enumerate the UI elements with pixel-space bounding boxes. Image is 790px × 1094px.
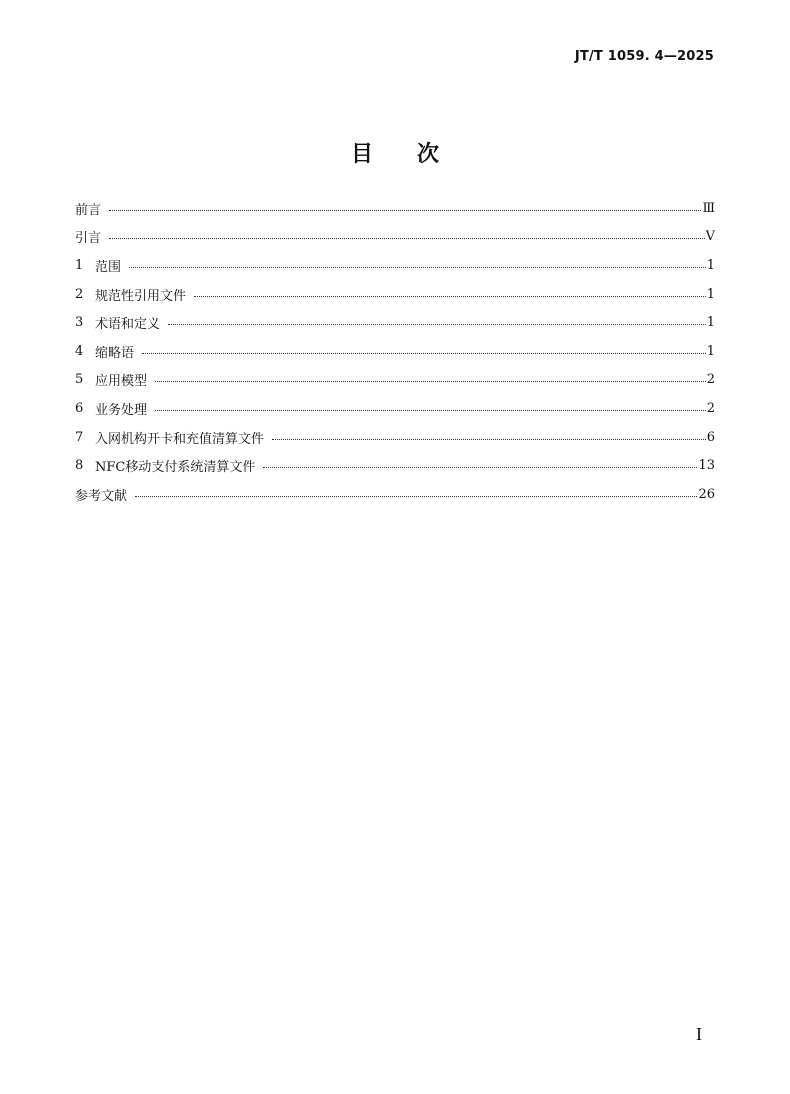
toc-entry-introduction[interactable] (75, 223, 715, 252)
toc-entry-label: 应用模型 (95, 374, 148, 390)
table-of-contents (75, 194, 715, 509)
standard-number: JT/T 1059. 4—2025 (574, 49, 714, 64)
toc-entry-label: 缩略语 (95, 345, 135, 361)
toc-entry-page: 1 (706, 257, 715, 273)
toc-entry-page: 6 (706, 429, 715, 445)
toc-entry-label: 入网机构开卡和充值清算文件 (95, 431, 265, 447)
toc-entry-number: 8 (75, 458, 84, 474)
toc-entry-number: 5 (75, 372, 84, 388)
toc-entry-terms-definitions[interactable] (75, 308, 715, 337)
toc-dot-leader (109, 210, 701, 211)
toc-entry-bibliography[interactable] (75, 480, 715, 509)
toc-entry-page: 13 (698, 458, 715, 474)
toc-entry-number: 4 (75, 343, 84, 359)
toc-entry-abbreviations[interactable] (75, 337, 715, 366)
toc-entry-label: 业务处理 (95, 402, 148, 418)
toc-entry-scope[interactable] (75, 251, 715, 280)
toc-entry-number: 6 (75, 400, 84, 416)
toc-entry-page: 2 (706, 372, 715, 388)
toc-entry-page: 26 (698, 486, 715, 502)
toc-dot-leader (135, 496, 697, 497)
toc-entry-label: 参考文献 (75, 488, 128, 504)
toc-dot-leader (142, 353, 706, 354)
toc-dot-leader (155, 381, 706, 382)
toc-entry-page: 1 (706, 343, 715, 359)
toc-entry-label: 前言 (75, 202, 102, 218)
toc-dot-leader (194, 296, 706, 297)
toc-dot-leader (129, 267, 706, 268)
toc-entry-foreword[interactable] (75, 194, 715, 223)
toc-entry-label: 范围 (95, 259, 122, 275)
toc-entry-nfc-clearing-files[interactable] (75, 451, 715, 480)
toc-entry-label: 术语和定义 (95, 317, 161, 333)
toc-dot-leader (263, 467, 697, 468)
toc-entry-page: 1 (706, 286, 715, 302)
toc-entry-page: Ⅲ (702, 200, 715, 216)
toc-entry-normative-references[interactable] (75, 280, 715, 309)
toc-dot-leader (155, 410, 706, 411)
toc-entry-page: V (705, 229, 715, 245)
toc-dot-leader (109, 238, 705, 239)
toc-entry-number: 3 (75, 315, 84, 331)
toc-entry-label: 引言 (75, 231, 102, 247)
toc-entry-business-processing[interactable] (75, 394, 715, 423)
page-number: I (696, 1024, 702, 1044)
toc-dot-leader (168, 324, 706, 325)
toc-dot-leader (272, 439, 706, 440)
toc-entry-application-model[interactable] (75, 366, 715, 395)
toc-entry-clearing-files[interactable] (75, 423, 715, 452)
toc-entry-page: 2 (706, 400, 715, 416)
toc-entry-number: 2 (75, 286, 84, 302)
page-title: 目次 (350, 142, 483, 167)
toc-entry-label: 规范性引用文件 (95, 288, 187, 304)
toc-entry-number: 7 (75, 429, 84, 445)
toc-entry-number: 1 (75, 257, 84, 273)
toc-entry-page: 1 (706, 315, 715, 331)
toc-entry-label: NFC移动支付系统清算文件 (95, 460, 256, 476)
